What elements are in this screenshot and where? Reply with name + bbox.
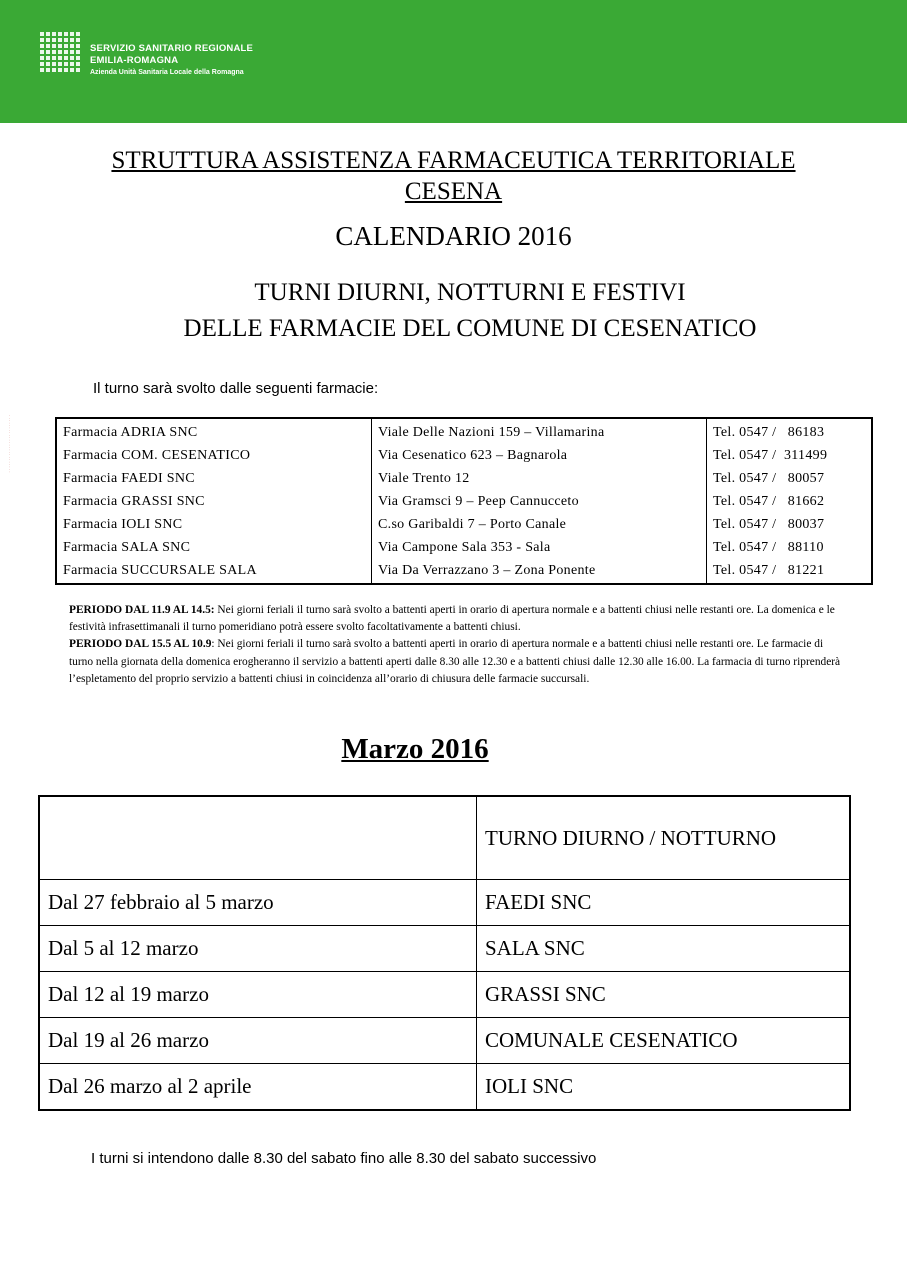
structure-title	[0, 145, 907, 207]
schedule-row	[39, 972, 850, 1018]
schedule-row	[39, 926, 850, 972]
pharmacy-name: SALA SNC	[121, 540, 191, 555]
pharmacy-row	[56, 418, 872, 444]
pharmacy-prefix: Farmacia	[63, 425, 121, 440]
period1-label: PERIODO DAL 11.9 AL 14.5:	[69, 604, 215, 616]
period2-text: : Nei giorni feriali il turno sarà svolto a battenti aperti in orario di apertura normale e a battenti chiusi nelle restanti ore. Le farmacie di turno nella giornata della domenica erogheranno il servizio a battenti aperti dalle 8.30 alle 12.30 e a battenti chiusi dalle 12.30 alle 16.00. La farmacia di turno riprenderà l’espletamento del proprio servizio a battenti chiusi in coincidenza all’orario di chiusura delle farmacie succursali.	[69, 638, 841, 685]
pharmacy-name: ADRIA SNC	[120, 425, 198, 440]
month-title: Marzo 2016	[341, 733, 489, 765]
pharmacy-phone: Tel. 0547 / 86183	[707, 418, 873, 444]
pharmacy-row	[56, 536, 872, 559]
header-band	[0, 0, 907, 123]
logo-text	[90, 43, 253, 79]
logo-line-2: EMILIA-ROMAGNA	[90, 55, 179, 66]
pharmacy-address: C.so Garibaldi 7 – Porto Canale	[372, 513, 707, 536]
period1-text: Nei giorni feriali il turno sarà svolto a battenti aperti in orario di apertura normale e a battenti chiusi nelle restanti ore. La domenica e le festività infrasettimanali il turno pomeridiano potrà essere svolto facoltativamente a battenti chiusi.	[69, 604, 835, 634]
pharmacy-address: Via Cesenatico 623 – Bagnarola	[372, 444, 707, 467]
schedule-pharmacy: GRASSI SNC	[477, 972, 851, 1018]
period2-label: PERIODO DAL 15.5 AL 10.9	[69, 638, 212, 651]
pharmacy-address: Via Campone Sala 353 - Sala	[372, 536, 707, 559]
pharmacy-name-cell	[56, 490, 372, 513]
pharmacy-name-cell	[56, 559, 372, 584]
pharmacy-name: FAEDI SNC	[121, 471, 195, 486]
schedule-period: Dal 26 marzo al 2 aprile	[39, 1064, 477, 1111]
schedule-pharmacy: IOLI SNC	[477, 1064, 851, 1111]
pharmacy-row	[56, 444, 872, 467]
schedule-header-right: TURNO DIURNO / NOTTURNO	[477, 796, 851, 880]
schedule-pharmacy: COMUNALE CESENATICO	[477, 1018, 851, 1064]
pharmacy-table	[55, 417, 873, 585]
pharmacy-row	[56, 490, 872, 513]
pharmacy-address: Viale Trento 12	[372, 467, 707, 490]
pharmacy-name: COM. CESENATICO	[121, 448, 251, 463]
pharmacy-phone: Tel. 0547 / 81662	[707, 490, 873, 513]
schedule-pharmacy: FAEDI SNC	[477, 880, 851, 926]
pharmacy-prefix: Farmacia	[63, 448, 122, 463]
subtitle-line-2: DELLE FARMACIE DEL COMUNE DI CESENATICO	[183, 315, 757, 342]
schedule-row	[39, 1064, 850, 1111]
schedule-table	[38, 795, 851, 1111]
subtitle-line-1: TURNI DIURNI, NOTTURNI E FESTIVI	[254, 279, 686, 306]
schedule-pharmacy: SALA SNC	[477, 926, 851, 972]
pharmacy-row	[56, 513, 872, 536]
subtitle	[0, 275, 907, 347]
schedule-header-left	[39, 796, 477, 880]
pharmacy-prefix: Farmacia	[63, 471, 122, 486]
pharmacy-name: IOLI SNC	[121, 517, 183, 532]
schedule-period: Dal 19 al 26 marzo	[39, 1018, 477, 1064]
ssr-logo	[40, 30, 270, 80]
pharmacy-name: GRASSI SNC	[121, 494, 205, 509]
pharmacy-address: Via Da Verrazzano 3 – Zona Ponente	[372, 559, 707, 584]
pharmacy-prefix: Farmacia	[63, 540, 122, 555]
logo-dot-grid-icon	[40, 32, 84, 76]
pharmacy-name-cell	[56, 418, 372, 444]
pharmacy-address: Via Gramsci 9 – Peep Cannucceto	[372, 490, 707, 513]
pharmacy-phone: Tel. 0547 / 80057	[707, 467, 873, 490]
side-margin-text: · · · · · · · · · · · · · · · · · · · · · · · ·	[7, 415, 12, 473]
schedule-row	[39, 1018, 850, 1064]
intro-text: Il turno sarà svolto dalle seguenti farmacie:	[93, 380, 379, 397]
pharmacy-phone: Tel. 0547 / 80037	[707, 513, 873, 536]
pharmacy-phone: Tel. 0547 / 88110	[707, 536, 873, 559]
pharmacy-address: Viale Delle Nazioni 159 – Villamarina	[372, 418, 707, 444]
logo-line-1: SERVIZIO SANITARIO REGIONALE	[90, 43, 254, 54]
calendar-title: CALENDARIO 2016	[335, 221, 572, 251]
schedule-period: Dal 27 febbraio al 5 marzo	[39, 880, 477, 926]
pharmacy-name-cell	[56, 444, 372, 467]
pharmacy-prefix: Farmacia	[63, 563, 122, 578]
schedule-period: Dal 5 al 12 marzo	[39, 926, 477, 972]
pharmacy-prefix: Farmacia	[63, 517, 122, 532]
pharmacy-row	[56, 559, 872, 584]
opening-notes	[69, 602, 849, 688]
pharmacy-prefix: Farmacia	[63, 494, 122, 509]
pharmacy-name-cell	[56, 467, 372, 490]
footer-note: I turni si intendono dalle 8.30 del sabato fino alle 8.30 del sabato successivo	[91, 1150, 597, 1167]
schedule-header-row	[39, 796, 850, 880]
structure-title-line-1: STRUTTURA ASSISTENZA FARMACEUTICA TERRITORIALE	[111, 147, 796, 174]
pharmacy-phone: Tel. 0547 / 311499	[707, 444, 873, 467]
logo-line-3: Azienda Unità Sanitaria Locale della Romagna	[90, 69, 244, 76]
structure-title-line-2: CESENA	[404, 178, 503, 205]
pharmacy-row	[56, 467, 872, 490]
schedule-period: Dal 12 al 19 marzo	[39, 972, 477, 1018]
pharmacy-name-cell	[56, 513, 372, 536]
schedule-row	[39, 880, 850, 926]
pharmacy-phone: Tel. 0547 / 81221	[707, 559, 873, 584]
pharmacy-name: SUCCURSALE SALA	[121, 563, 257, 578]
pharmacy-name-cell	[56, 536, 372, 559]
